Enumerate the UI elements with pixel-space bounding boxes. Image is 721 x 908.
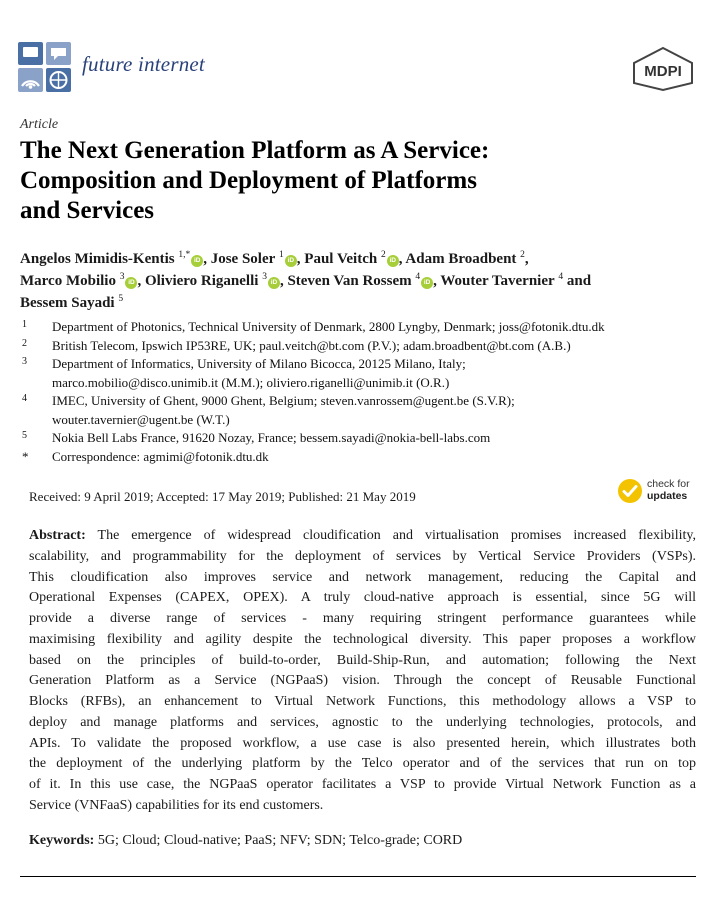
affiliation <box>22 429 712 448</box>
affiliation <box>22 355 712 392</box>
title-line: The Next Generation Platform as A Service: <box>20 137 490 164</box>
orcid-icon[interactable]: iD <box>191 255 203 267</box>
title-line: and Services <box>20 197 155 224</box>
journal-name: future internet <box>82 52 205 76</box>
author[interactable]: Oliviero Riganelli $^3$iD <box>145 273 280 289</box>
abstract-line: This cloudification also improves service and network management, reducing the Capital and <box>29 569 696 585</box>
affiliation-number: 2 <box>22 337 27 349</box>
abstract-line: Abstract: The emergence of widespread cloudification and virtualisation promises increased flexibility, <box>29 528 697 543</box>
abstract-line: provide a diverse range of services - many requiring stringent performance guarantees while <box>29 611 696 626</box>
keywords <box>29 833 462 849</box>
abstract-line: APIs. To validate the proposed workflow, a use case is also presented herein, which illustrates both <box>29 735 696 751</box>
abstract-line: Service (VNFaaS) capabilities for its end customers. <box>29 797 324 813</box>
correspondence-mark: * <box>22 448 29 464</box>
abstract-line: based on the principles of build-to-order, Build-Ship-Run, and automation; following the Next <box>29 652 696 668</box>
check-updates-line1: check for <box>647 478 690 490</box>
author-line <box>20 292 700 314</box>
title-line: Composition and Deployment of Platforms <box>20 167 477 194</box>
mdpi-logo-icon <box>630 46 696 92</box>
affiliation-text: wouter.tavernier@ugent.be (W.T.) <box>52 411 230 427</box>
abstract-line: Operational Expenses (CAPEX, OPEX). A truly cloud-native approach is essential, since 5G will <box>29 590 696 606</box>
correspondence-text: Correspondence: agmimi@fotonik.dtu.dk <box>52 448 269 464</box>
orcid-icon[interactable]: iD <box>387 255 399 267</box>
author[interactable]: Bessem Sayadi $^5$ <box>20 294 124 311</box>
affiliation <box>22 318 712 337</box>
affiliation-number: 5 <box>22 430 27 441</box>
publisher-logo-text: MDPI <box>644 63 682 80</box>
author[interactable]: Steven Van Rossem $^4$iD <box>287 273 433 289</box>
author-line: Marco Mobilio $^3$iD , Oliviero Riganelli $^3$iD , Steven Van Rossem $^4$iD , Wouter Tavernier $^4$ and <box>20 272 592 289</box>
affiliation-text: marco.mobilio@disco.unimib.it (M.M.); oliviero.riganelli@unimib.it (O.R.) <box>52 374 450 390</box>
author[interactable]: Angelos Mimidis-Kentis $^{1,*}$iD <box>20 251 203 267</box>
author[interactable]: Wouter Tavernier $^4$ <box>440 272 564 289</box>
author-line: Angelos Mimidis-Kentis $^{1,*}$iD , Jose Soler $^1$iD , Paul Veitch $^2$iD , Adam Broadbent $^2$, <box>20 250 529 267</box>
article-title <box>20 136 620 226</box>
abstract-label: Abstract: <box>29 528 86 543</box>
abstract-line: scalability, and programmability for the deployment of services by Vertical Service Providers (VSPs). <box>29 548 696 564</box>
affiliation-number: 3 <box>22 356 27 367</box>
abstract-line: Generation Platform as a Service (NGPaaS) vision. Through the concept of Reusable Functional <box>29 673 696 689</box>
orcid-icon[interactable]: iD <box>285 255 297 267</box>
check-for-updates-button[interactable] <box>617 478 699 508</box>
author[interactable]: Paul Veitch $^2$iD <box>304 251 398 267</box>
author[interactable]: Marco Mobilio $^3$iD <box>20 273 137 289</box>
abstract-line: of it. In this use case, the NGPaaS operator facilitates a VSP to provide Virtual Network Function as a <box>29 777 696 792</box>
orcid-icon[interactable]: iD <box>421 277 433 289</box>
correspondence <box>22 448 712 467</box>
article-type: Article <box>20 117 59 132</box>
affiliation <box>22 392 712 429</box>
abstract-line: the deployment of the underlying platform by the Telco operator and of the services that run on top <box>29 756 696 772</box>
abstract <box>29 526 696 817</box>
orcid-icon[interactable]: iD <box>268 277 280 289</box>
affiliation-text: IMEC, University of Ghent, 9000 Ghent, Belgium; steven.vanrossem@ugent.be (S.V.R); <box>52 393 515 408</box>
author[interactable]: Adam Broadbent $^2$ <box>405 250 525 267</box>
divider <box>20 876 696 877</box>
affiliation-number: 4 <box>22 393 27 404</box>
future-internet-logo-icon <box>18 42 72 94</box>
check-updates-line2: updates <box>647 489 688 502</box>
affiliation-text: Nokia Bell Labs France, 91620 Nozay, France; bessem.sayadi@nokia-bell-labs.com <box>52 430 491 445</box>
affiliation-text: Department of Photonics, Technical University of Denmark, 2800 Lyngby, Denmark; joss@fotonik.dtu.dk <box>52 319 605 334</box>
check-updates-icon <box>617 478 643 504</box>
affiliation-text: Department of Informatics, University of Milano Bicocca, 20125 Milano, Italy; <box>52 356 466 371</box>
keywords-text: 5G; Cloud; Cloud-native; PaaS; NFV; SDN; Telco-grade; CORD <box>97 833 463 848</box>
abstract-line: Blocks (RFBs), an enhancement to Virtual Network Functions, this methodology allows a VSP to <box>29 694 696 709</box>
affiliation-text: British Telecom, Ipswich IP53RE, UK; paul.veitch@bt.com (P.V.); adam.broadbent@bt.com (A.B.) <box>52 337 571 353</box>
author-list <box>20 248 700 314</box>
affiliation-list <box>22 318 712 466</box>
orcid-icon[interactable]: iD <box>125 277 137 289</box>
author[interactable]: Jose Soler $^1$iD <box>211 251 297 267</box>
affiliation <box>22 337 712 356</box>
abstract-line: maximising flexibility and agility despite the technological diversity. This paper proposes a workflow <box>29 631 696 647</box>
keywords-label: Keywords: <box>29 833 95 848</box>
abstract-line: deploy and manage platforms and services, agnostic to the underlying technologies, protocols, and <box>29 714 696 730</box>
affiliation-number: 1 <box>22 319 27 330</box>
publication-dates: Received: 9 April 2019; Accepted: 17 May 2019; Published: 21 May 2019 <box>29 489 416 504</box>
